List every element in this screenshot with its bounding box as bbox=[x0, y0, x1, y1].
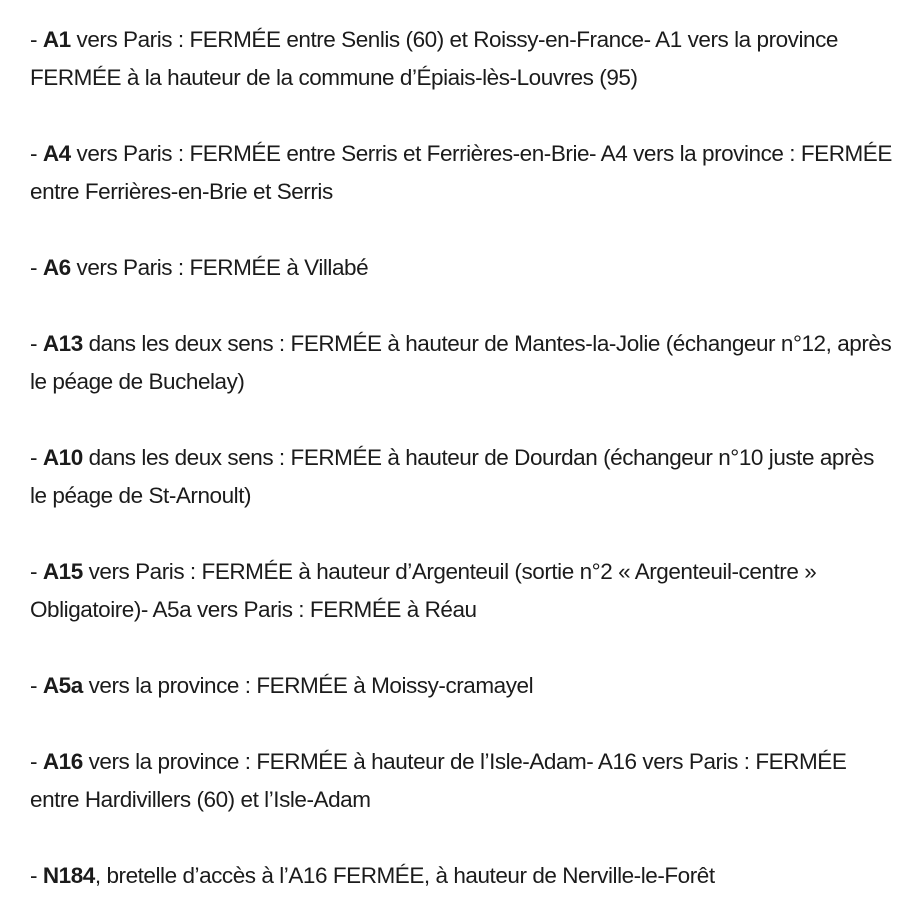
closure-item-a16 bbox=[30, 743, 896, 819]
closure-text: vers Paris : FERMÉE à hauteur d’Argenteuil (sortie n°2 « Argenteuil-centre » Obligatoire)- A5a vers Paris : FERMÉE à Réau bbox=[30, 559, 817, 622]
closure-prefix: - bbox=[30, 331, 43, 356]
road-name: A13 bbox=[42, 331, 83, 356]
road-name: A16 bbox=[42, 749, 83, 774]
closure-item-a1 bbox=[30, 21, 896, 97]
closure-prefix: - bbox=[30, 673, 43, 698]
closure-prefix: - bbox=[30, 863, 43, 888]
closure-text: dans les deux sens : FERMÉE à hauteur de Dourdan (échangeur n°10 juste après le péage de St-Arnoult) bbox=[30, 445, 874, 508]
closure-text: vers Paris : FERMÉE entre Senlis (60) et Roissy-en-France- A1 vers la province FERMÉE à la hauteur de la commune d’Épiais-lès-Louvres (95) bbox=[30, 27, 838, 90]
road-name: A1 bbox=[42, 27, 71, 52]
closure-prefix: - bbox=[30, 559, 43, 584]
closure-prefix: - bbox=[30, 445, 43, 470]
closure-item-a13 bbox=[30, 325, 896, 401]
closure-text: , bretelle d’accès à l’A16 FERMÉE, à hauteur de Nerville-le-Forêt bbox=[94, 863, 715, 888]
closure-item-a15 bbox=[30, 553, 896, 629]
closure-item-a6 bbox=[30, 249, 896, 287]
closure-item-a5a bbox=[30, 667, 896, 705]
closure-item-a10 bbox=[30, 439, 896, 515]
closure-prefix: - bbox=[30, 27, 43, 52]
road-name: A6 bbox=[42, 255, 71, 280]
closure-text: vers la province : FERMÉE à Moissy-cramayel bbox=[82, 673, 534, 698]
closure-text: vers la province : FERMÉE à hauteur de l’Isle-Adam- A16 vers Paris : FERMÉE entre Hardivillers (60) et l’Isle-Adam bbox=[30, 749, 847, 812]
closure-prefix: - bbox=[30, 255, 43, 280]
road-name: N184 bbox=[42, 863, 95, 888]
road-closures-article bbox=[30, 21, 896, 895]
closure-item-a4 bbox=[30, 135, 896, 211]
road-name: A4 bbox=[42, 141, 71, 166]
closure-prefix: - bbox=[30, 141, 43, 166]
closure-text: vers Paris : FERMÉE entre Serris et Ferrières-en-Brie- A4 vers la province : FERMÉE entre Ferrières-en-Brie et Serris bbox=[30, 141, 892, 204]
road-name: A15 bbox=[42, 559, 83, 584]
road-name: A10 bbox=[42, 445, 83, 470]
closure-prefix: - bbox=[30, 749, 43, 774]
closure-text: dans les deux sens : FERMÉE à hauteur de Mantes-la-Jolie (échangeur n°12, après le péage de Buchelay) bbox=[30, 331, 892, 394]
closure-text: vers Paris : FERMÉE à Villabé bbox=[70, 255, 369, 280]
road-name: A5a bbox=[42, 673, 83, 698]
closure-item-n184 bbox=[30, 857, 896, 895]
